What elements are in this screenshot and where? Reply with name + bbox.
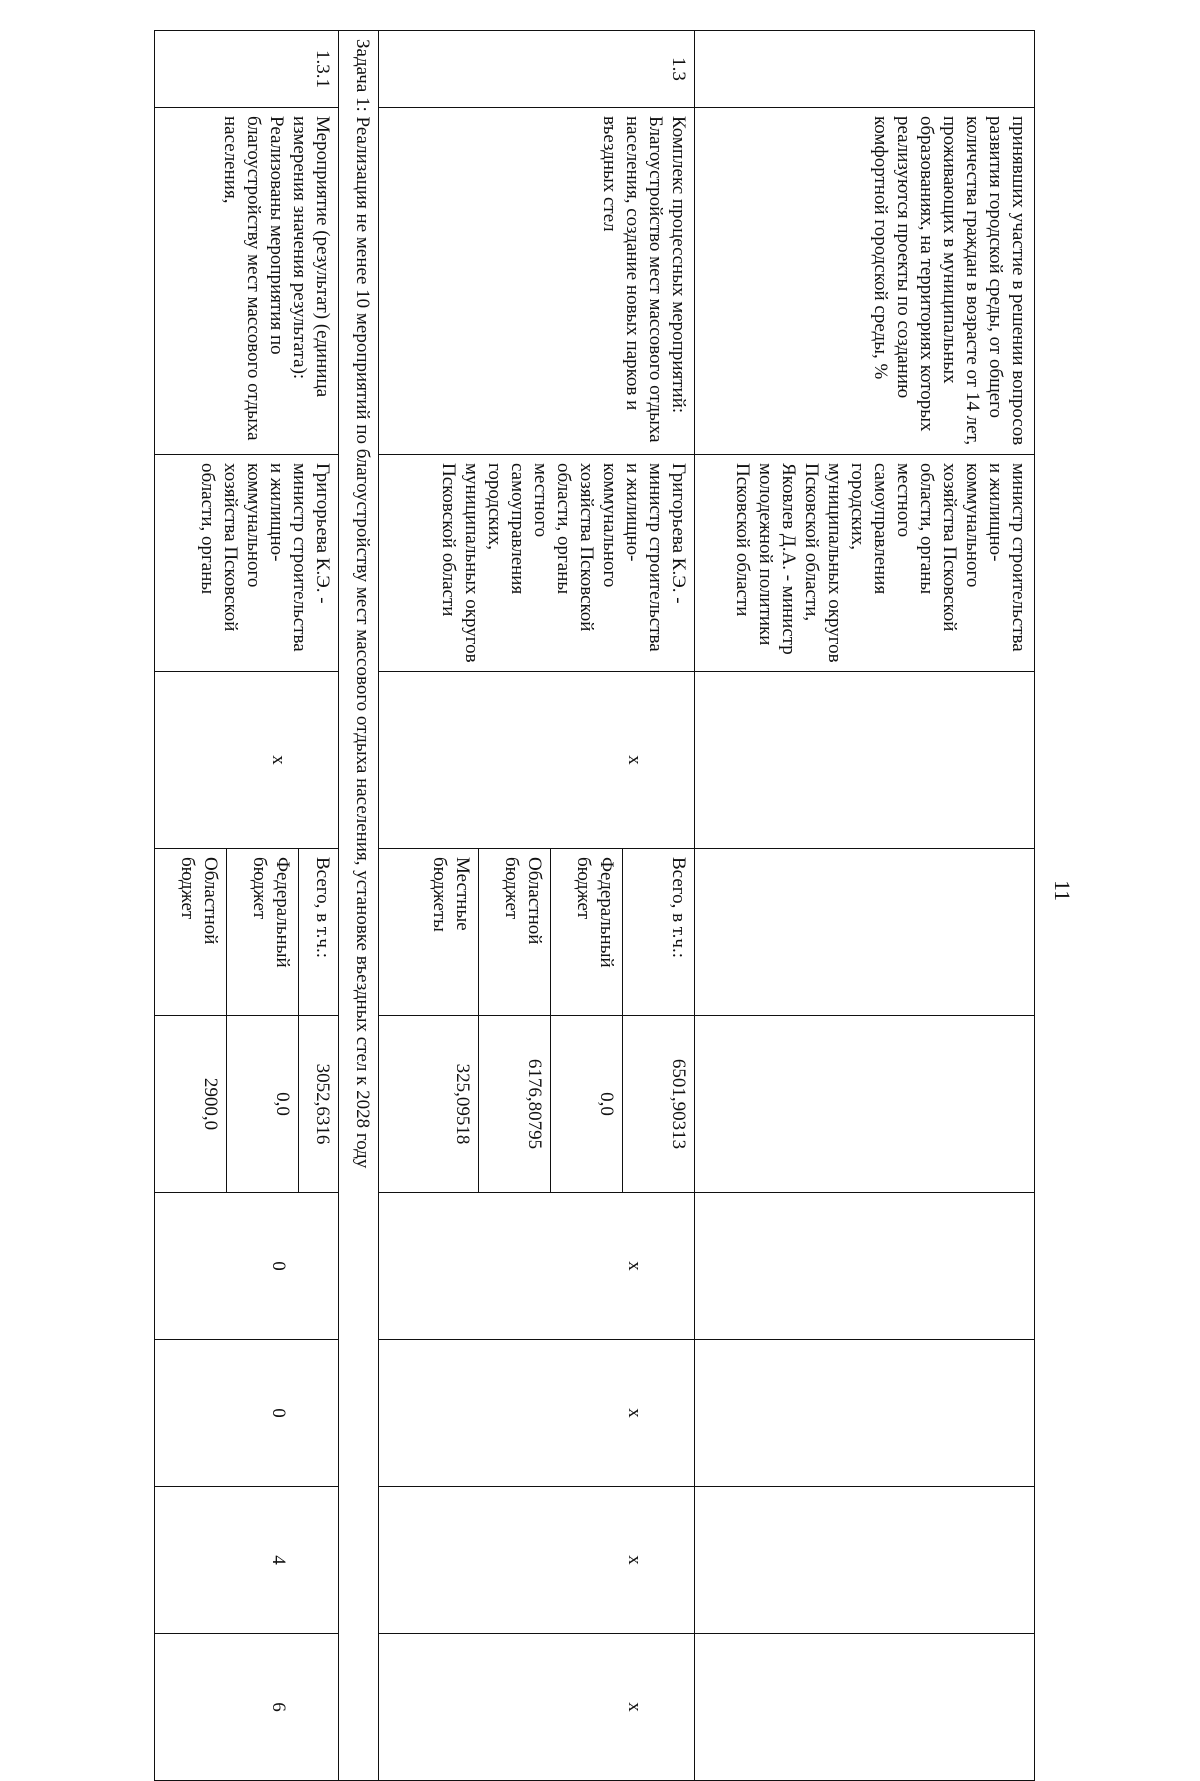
table-row	[695, 31, 1035, 1781]
year-value: х	[379, 1340, 695, 1487]
finance-label: Местные бюджеты	[379, 849, 479, 1016]
rotated-document-page	[15, 39, 1075, 1712]
row-number: 1.3.1	[155, 31, 339, 108]
finance-label: Областной бюджет	[479, 849, 551, 1016]
finance-label: Федеральный бюджет	[551, 849, 623, 1016]
task-text: Задача 1: Реализация не менее 10 мероприятий по благоустройству мест массового отдыха населения, установке въездных стел к 2028 году	[339, 31, 379, 1781]
finance-value: 0,0	[551, 1016, 623, 1193]
finance-value: 0,0	[227, 1016, 299, 1193]
year-value: 0	[155, 1340, 339, 1487]
table-row	[623, 31, 695, 1781]
finance-value: 325,09518	[379, 1016, 479, 1193]
row-responsible: Григорьева К.Э. - министр строительства и жилищно-коммунального хозяйства Псковской области, органы	[155, 455, 339, 672]
year-value: 0	[155, 1193, 339, 1340]
task-row	[339, 31, 379, 1781]
row-number	[695, 31, 1035, 108]
row-number: 1.3	[379, 31, 695, 108]
finance-value: 2900,0	[155, 1016, 227, 1193]
row-responsible: Григорьева К.Э. - министр строительства и жилищно-коммунального хозяйства Псковской области, органы местного самоуправления городских, муниципальных округов Псковской области	[379, 455, 695, 672]
year-value: х	[379, 1634, 695, 1781]
year-value: 4	[155, 1487, 339, 1634]
row-name: Мероприятие (результат) (единица измерения значения результата): Реализованы мероприятия по благоустройству мест массового отдыха населения,	[155, 108, 339, 455]
row-name: Комплекс процессных мероприятий: Благоустройство мест массового отдыха населения, создание новых парков и въездных стел	[379, 108, 695, 455]
row-x-mark: х	[379, 672, 695, 849]
finance-label: Всего, в т.ч.:	[299, 849, 339, 1016]
finance-value: 3052,6316	[299, 1016, 339, 1193]
row-x-mark: х	[155, 672, 339, 849]
finance-value: 6501,90313	[623, 1016, 695, 1193]
table-row	[299, 31, 339, 1781]
row-responsible: министр строительства и жилищно-коммунального хозяйства Псковской области, органы местного самоуправления городских, муниципальных округов Псковской области, Яковлев Д.А. - министр молодежной политики Псковской области	[695, 455, 1035, 672]
finance-label: Областной бюджет	[155, 849, 227, 1016]
year-value: 6	[155, 1634, 339, 1781]
page-number: 11	[1050, 880, 1075, 902]
year-value: х	[379, 1193, 695, 1340]
program-table	[154, 30, 1035, 1781]
finance-label: Всего, в т.ч.:	[623, 849, 695, 1016]
row-name: принявших участие в решении вопросов развития городской среды, от общего количества граждан в возрасте от 14 лет, проживающих в муниципальных образованиях, на территориях которых реализуются проекты по созданию комфортной городской среды, %	[695, 108, 1035, 455]
finance-value: 6176,80795	[479, 1016, 551, 1193]
year-value: х	[379, 1487, 695, 1634]
finance-label: Федеральный бюджет	[227, 849, 299, 1016]
